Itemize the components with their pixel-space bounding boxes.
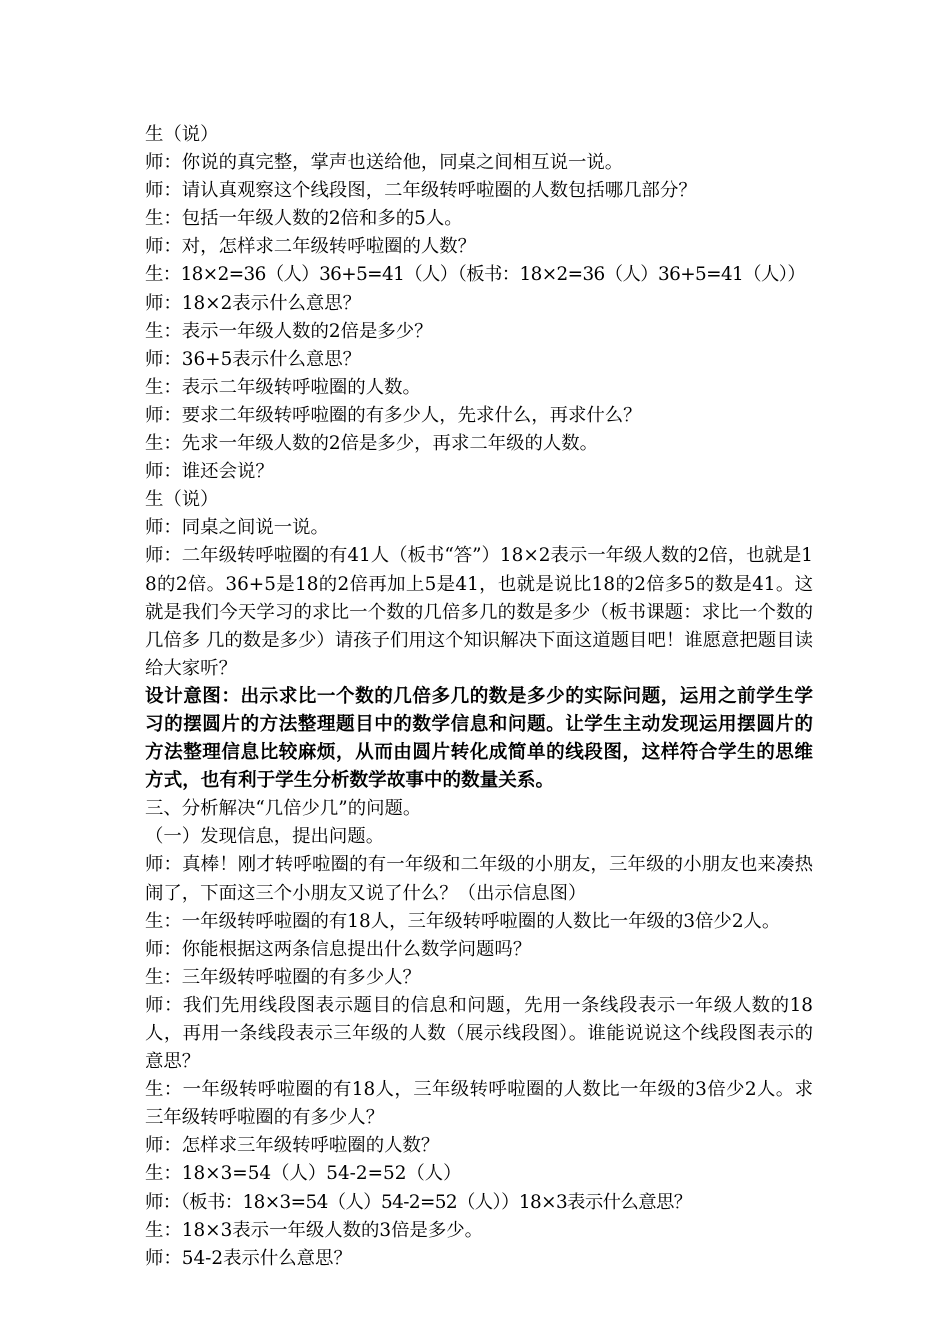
dialogue-line: 师：18×2表示什么意思？: [145, 292, 362, 314]
dialogue-line: 生：包括一年级人数的2倍和多的5人。: [145, 208, 463, 230]
dialogue-line: 师：二年级转呼啦圈的有41人（板书“答”）18×2表示一年级人数的2倍，也就是18的2倍。36+5是18的2倍再加上5是41，也就是说比18的2倍多5的数是41。这就是我们今天学习的求比一个数的几倍多几的数是多少（板书课题：求比一个数的几倍多 几的数是多少）请孩子们用这个知识解决下面这道题目吧！谁愿意把题目读给大家听？: [145, 545, 813, 679]
dialogue-line: 生：一年级转呼啦圈的有18人，三年级转呼啦圈的人数比一年级的3倍少2人。求三年级转呼啦圈的有多少人？: [145, 1079, 813, 1129]
dialogue-line: 师：谁还会说？: [145, 461, 274, 483]
dialogue-line: 师：请认真观察这个线段图，二年级转呼啦圈的人数包括哪几部分？: [145, 180, 697, 202]
subsection-heading: （一）发现信息，提出问题。: [145, 826, 385, 848]
dialogue-line: 师：同桌之间说一说。: [145, 517, 329, 539]
dialogue-line: 师：（板书：18×3=54（人）54-2=52（人））18×3表示什么意思？: [145, 1191, 692, 1213]
dialogue-line: 师：我们先用线段图表示题目的信息和问题，先用一条线段表示一年级人数的18人，再用一条线段表示三年级的人数（展示线段图）。谁能说说这个线段图表示的意思？: [145, 994, 813, 1073]
dialogue-line: 生：一年级转呼啦圈的有18人，三年级转呼啦圈的人数比一年级的3倍少2人。: [145, 910, 781, 932]
dialogue-line: 生：18×2=36（人）36+5=41（人）（板书：18×2=36（人）36+5=41（人））: [145, 264, 806, 286]
dialogue-line: 师：真棒！刚才转呼啦圈的有一年级和二年级的小朋友，三年级的小朋友也来凑热闹了，下面这三个小朋友又说了什么？（出示信息图）: [145, 854, 813, 904]
design-intent-note: 设计意图：出示求比一个数的几倍多几的数是多少的实际问题，运用之前学生学习的摆圆片的方法整理题目中的数学信息和问题。让学生主动发现运用摆圆片的方法整理信息比较麻烦，从而由圆片转化成简单的线段图，这样符合学生的思维方式，也有利于学生分析数学故事中的数量关系。: [145, 685, 813, 792]
document-page: [145, 121, 813, 1273]
dialogue-line: 师：对，怎样求二年级转呼啦圈的人数？: [145, 236, 477, 258]
dialogue-line: 生（说）: [145, 124, 219, 145]
dialogue-line: 生：表示一年级人数的2倍是多少？: [145, 320, 433, 342]
dialogue-line: 生：表示二年级转呼啦圈的人数。: [145, 376, 421, 398]
dialogue-line: 生：18×3=54（人）54-2=52（人）: [145, 1163, 462, 1185]
dialogue-line: 师：要求二年级转呼啦圈的有多少人，先求什么，再求什么？: [145, 404, 642, 426]
dialogue-line: 师：54-2表示什么意思？: [145, 1247, 352, 1269]
dialogue-line: 生：先求一年级人数的2倍是多少，再求二年级的人数。: [145, 433, 599, 455]
dialogue-line: 师：36+5表示什么意思？: [145, 348, 362, 370]
dialogue-line: 生：三年级转呼啦圈的有多少人？: [145, 966, 421, 988]
dialogue-line: 师：怎样求三年级转呼啦圈的人数？: [145, 1135, 440, 1157]
dialogue-line: 生：18×3表示一年级人数的3倍是多少。: [145, 1219, 484, 1241]
section-heading: 三、分析解决“几倍少几”的问题。: [145, 798, 422, 820]
dialogue-line: 师：你能根据这两条信息提出什么数学问题吗？: [145, 938, 532, 960]
dialogue-line: 师：你说的真完整，掌声也送给他，同桌之间相互说一说。: [145, 152, 624, 174]
dialogue-line: 生（说）: [145, 489, 219, 511]
